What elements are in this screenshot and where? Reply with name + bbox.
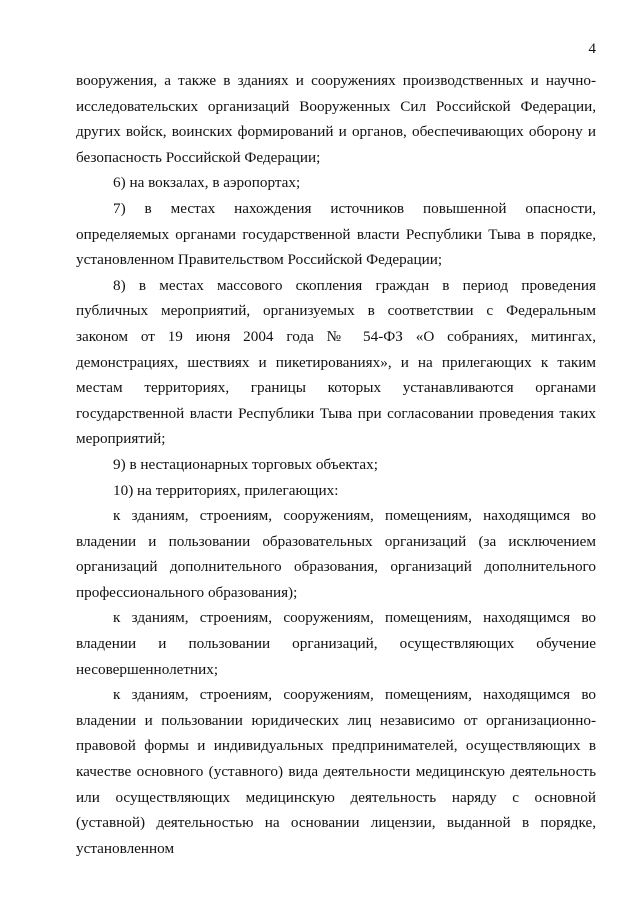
paragraph-continuation: вооружения, а также в зданиях и сооружениях производственных и научно-исследовательских организаций Вооруженных Сил Российской Федерации, других войск, воинских формирований и органов, обеспечивающих оборону и безопасность Российской Федерации; — [76, 72, 596, 166]
paragraph-subitem-medical: к зданиям, строениям, сооружениям, помещениям, находящимся во владении и пользовании юридических лиц независимо от организационно-правовой формы и индивидуальных предпринимателей, осуществляющих в качестве основного (уставного) вида деятельности медицинскую деятельность или осуществляющих медицинскую деятельность наряду с основной (уставной) деятельностью на основании лицензии, выданной в порядке, установленном — [76, 686, 596, 857]
paragraph-item-8: 8) в местах массового скопления граждан в период проведения публичных мероприятий, организуемых в соответствии с Федеральным законом от 19 июня 2004 года № 54-ФЗ «О собраниях, митингах, демонстрациях, шествиях и пикетированиях», и на прилегающих к таким местам территориях, границы которых устанавливаются органами государственной власти Республики Тыва при согласовании проведения таких мероприятий; — [76, 276, 596, 448]
paragraph-item-10: 10) на территориях, прилегающих: — [113, 481, 339, 499]
paragraph-item-9: 9) в нестационарных торговых объектах; — [113, 455, 378, 473]
page-number: 4 — [588, 41, 596, 57]
document-body — [76, 68, 596, 861]
paragraph-item-7: 7) в местах нахождения источников повышенной опасности, определяемых органами государственной власти Республики Тыва в порядке, установленном Правительством Российской Федерации; — [76, 199, 596, 269]
paragraph-subitem-minors: к зданиям, строениям, сооружениям, помещениям, находящимся во владении и пользовании организаций, осуществляющих обучение несовершеннолетних; — [76, 609, 596, 678]
paragraph-item-6: 6) на вокзалах, в аэропортах; — [113, 174, 301, 192]
paragraph-subitem-educational: к зданиям, строениям, сооружениям, помещениям, находящимся во владении и пользовании образовательных организаций (за исключением организаций дополнительного образования, организаций дополнительного профессионального образования); — [76, 507, 596, 601]
